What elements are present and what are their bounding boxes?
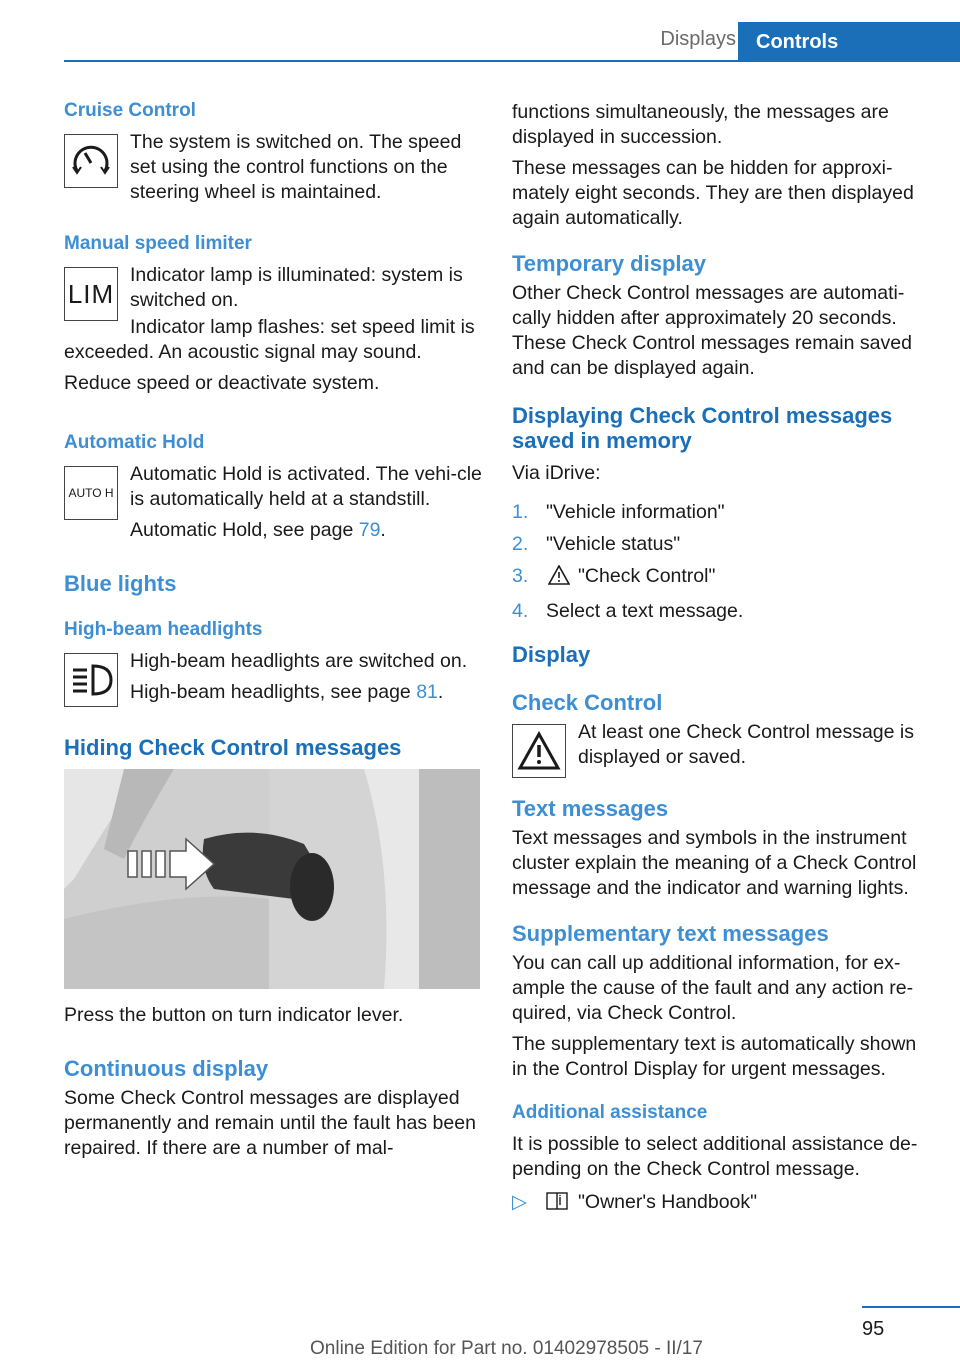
text-messages-heading: Text messages [512, 796, 669, 821]
hiding-heading: Hiding Check Control messages [64, 735, 402, 760]
handbook-icon [546, 1191, 568, 1218]
autohold-icon-label: AUTO H [68, 486, 114, 500]
page-link-81[interactable]: 81 [416, 681, 438, 703]
cruise-heading: Cruise Control [64, 100, 196, 121]
cruise-control-icon [64, 134, 118, 188]
check-control-heading: Check Control [512, 690, 663, 715]
autohold-text1: Automatic Hold is activated. The vehi‐cle is automatically held at a standstill. [130, 463, 482, 510]
limiter-text1: Indicator lamp is illuminated: system is switched on. [130, 264, 463, 311]
hidden-messages-text: These messages can be hidden for approxi‐mately eight seconds. They are then displayed again automatically. [512, 157, 914, 229]
owners-handbook-item[interactable]: "Owner's Handbook" [578, 1191, 758, 1213]
photo-caption: Press the button on turn indicator lever. [64, 1004, 404, 1026]
text-messages-text: Text messages and symbols in the instrument cluster explain the meaning of a Check Control message and the indicator and warning lights. [512, 827, 917, 899]
auto-hold-icon [64, 466, 118, 520]
check-control-block [512, 720, 932, 776]
speed-limiter-icon [64, 267, 118, 321]
right-column [512, 100, 932, 1224]
highbeam-heading: High-beam headlights [64, 619, 263, 640]
blue-lights-heading: Blue lights [64, 571, 177, 596]
saved-heading: Displaying Check Control messages saved in memory [512, 403, 893, 453]
limiter-text2: Indicator lamp flashes: set speed limit is exceeded. An acoustic signal may sound. [64, 316, 475, 363]
check-control-warning-icon [512, 724, 566, 778]
footer-rule [862, 1306, 960, 1308]
turn-indicator-lever-photo [64, 769, 480, 989]
tab-displays[interactable]: Displays [660, 28, 736, 50]
cruise-text: The system is switched on. The speed set using the control functions on the steering wheel is maintained. [130, 131, 462, 203]
list-item: 2. "Vehicle status" [512, 533, 681, 555]
cruise-block [64, 130, 482, 205]
supplementary-text2: The supplementary text is automatically shown in the Control Display for urgent messages. [512, 1033, 917, 1080]
page-link-79[interactable]: 79 [358, 519, 381, 541]
limiter-heading: Manual speed limiter [64, 233, 252, 254]
autohold-text2: Automatic Hold, see page 79. [130, 519, 386, 541]
limiter-block [64, 263, 482, 319]
assistance-heading: Additional assistance [512, 1102, 708, 1123]
edition-footer: Online Edition for Part no. 01402978505 - II/17 [310, 1338, 703, 1359]
limiter-icon-label: LIM [67, 278, 115, 309]
temporary-text: Other Check Control messages are automati‐cally hidden after approximately 20 seconds. These Check Control messages remain saved and can be displayed again. [512, 282, 912, 379]
temporary-heading: Temporary display [512, 251, 706, 276]
left-column [64, 100, 482, 1167]
check-control-text: At least one Check Control message is displayed or saved. [578, 721, 914, 768]
limiter-text3: Reduce speed or deactivate system. [64, 372, 380, 394]
high-beam-icon [64, 653, 118, 707]
assistance-bullet [512, 1190, 932, 1218]
supplementary-text1: You can call up additional information, for ex‐ample the cause of the fault and any action re‐quired, via Check Control. [512, 952, 914, 1024]
highbeam-block [64, 649, 482, 705]
bullet-marker: ▷ [512, 1191, 527, 1213]
highbeam-text2: High-beam headlights, see page 81. [130, 681, 444, 703]
continuous-text: Some Check Control messages are displayed permanently and remain until the fault has been repaired. If there are a number of mal‐ [64, 1087, 476, 1159]
tab-controls[interactable]: Controls [738, 22, 960, 62]
page-number: 95 [862, 1318, 885, 1340]
saved-steps-list [512, 500, 932, 624]
supplementary-heading: Supplementary text messages [512, 921, 829, 946]
highbeam-text1: High-beam headlights are switched on. [130, 650, 468, 672]
assistance-text: It is possible to select additional assistance de‐pending on the Check Control message. [512, 1133, 918, 1180]
page-header [0, 0, 960, 62]
display-heading: Display [512, 642, 591, 667]
continuous-heading: Continuous display [64, 1056, 269, 1081]
header-rule [64, 60, 960, 62]
autohold-block [64, 462, 482, 543]
autohold-heading: Automatic Hold [64, 432, 205, 453]
warning-triangle-icon [548, 565, 570, 592]
list-item: 1. "Vehicle information" [512, 501, 725, 523]
saved-intro: Via iDrive: [512, 462, 601, 484]
list-item: 3. "Check Control" [512, 564, 932, 592]
list-item: 4. Select a text message. [512, 600, 744, 622]
continuous-text-cont: functions simultaneously, the messages are displayed in succession. [512, 101, 889, 148]
